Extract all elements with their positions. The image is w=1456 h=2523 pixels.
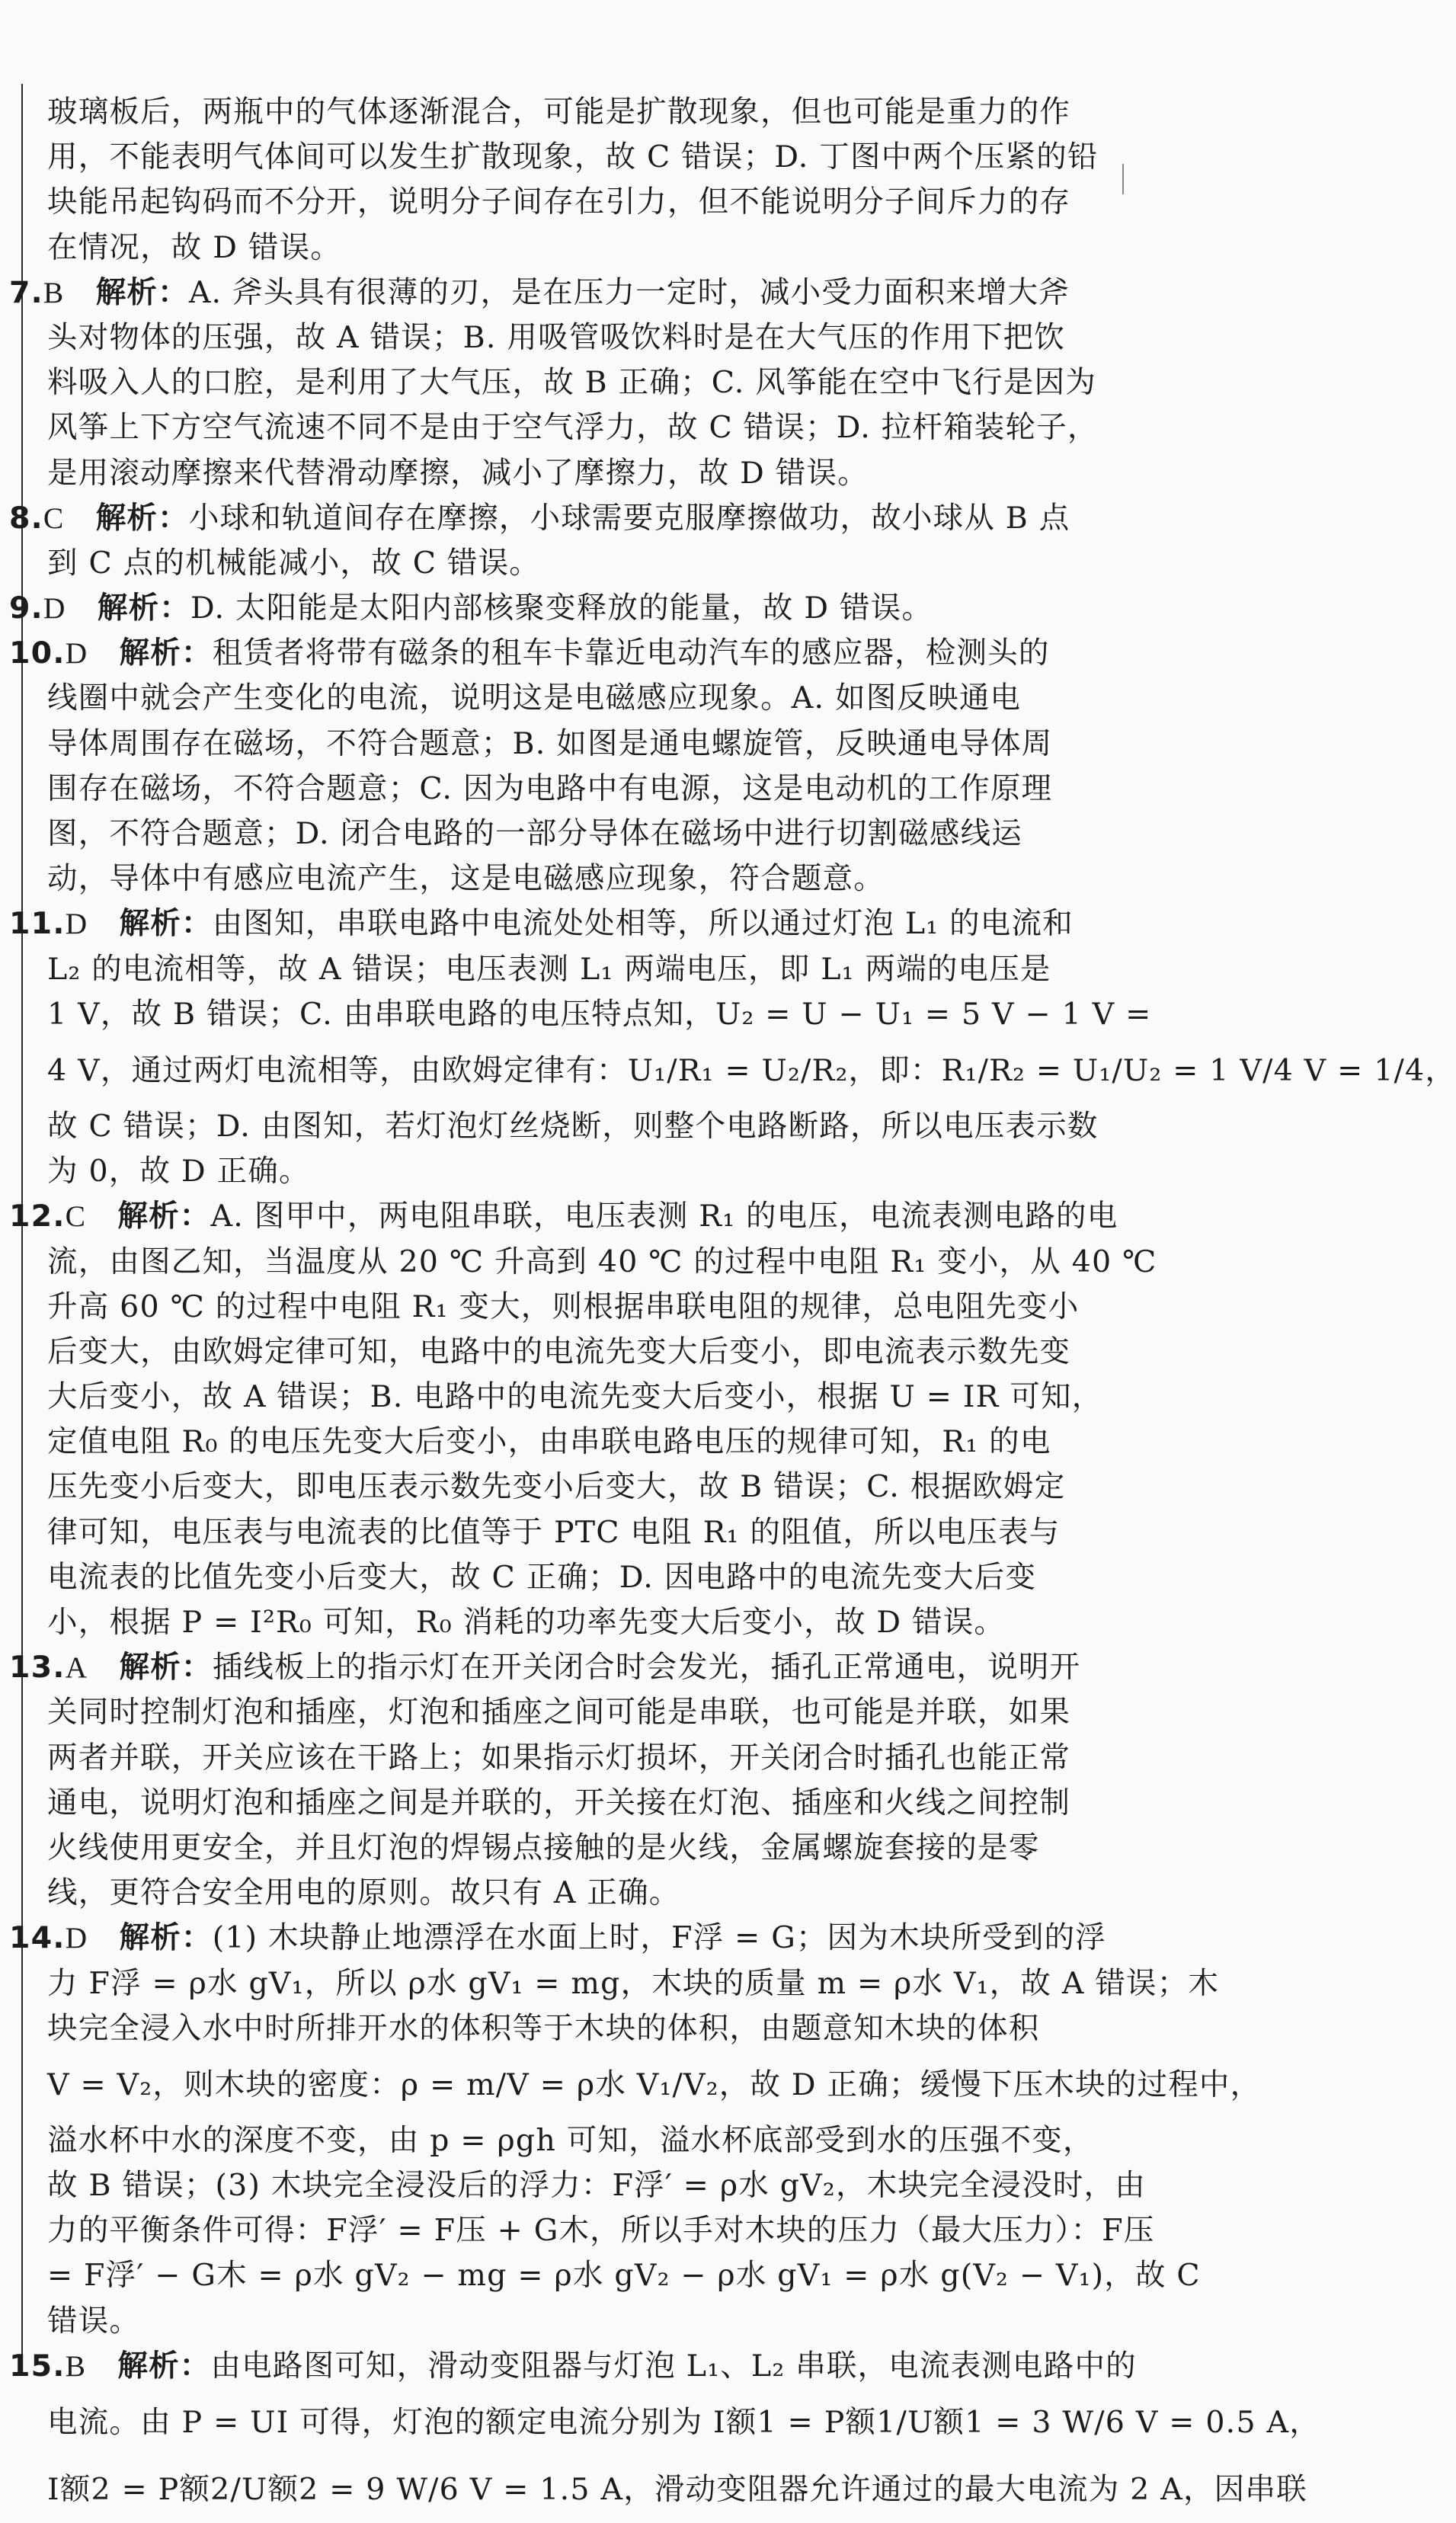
item-line: 料吸入人的口腔，是利用了大气压，故 B 正确；C. 风筝能在空中飞行是因为 bbox=[47, 365, 1096, 401]
item-number: 12. bbox=[9, 1199, 66, 1234]
item-line: 通电，说明灯泡和插座之间是并联的，开关接在灯泡、插座和火线之间控制 bbox=[47, 1785, 1071, 1820]
item-number: 10. bbox=[9, 636, 66, 671]
item-line: 定值电阻 R₀ 的电压先变大后变小，由串联电路电压的规律可知，R₁ 的电 bbox=[47, 1424, 1051, 1460]
item-line: 电流。由 P = UI 可得，灯泡的额定电流分别为 I额1 = P额1/U额1 = 3 W/6 V = 0.5 A， bbox=[47, 2405, 1320, 2440]
item-answer: C bbox=[65, 1199, 87, 1234]
item-number: 9. bbox=[9, 591, 43, 626]
item-line: 风筝上下方空气流速不同不是由于空气浮力，故 C 错误；D. 拉杆箱装轮子， bbox=[47, 410, 1099, 446]
continuation-line: 玻璃板后，两瓶中的气体逐渐混合，可能是扩散现象，但也可能是重力的作 bbox=[47, 94, 1071, 130]
item-line: 图，不符合题意；D. 闭合电路的一部分导体在磁场中进行切割磁感线运 bbox=[47, 816, 1022, 851]
item-line: 后变大，由欧姆定律可知，电路中的电流先变大后变小，即电流表示数先变 bbox=[47, 1334, 1071, 1369]
analysis-label: 解析： bbox=[117, 2348, 211, 2384]
item-line: 由图知，串联电路中电流处处相等，所以通过灯泡 L₁ 的电流和 bbox=[212, 906, 1074, 942]
item-line: 流，由图乙知，当温度从 20 ℃ 升高到 40 ℃ 的过程中电阻 R₁ 变小，从 40 ℃ bbox=[47, 1244, 1157, 1279]
continuation-line: 用，不能表明气体间可以发生扩散现象，故 C 错误；D. 丁图中两个压紧的铅 bbox=[47, 139, 1099, 175]
item-line: I额2 = P额2/U额2 = 9 W/6 V = 1.5 A，滑动变阻器允许通过的最大电流为 2 A，因串联 bbox=[47, 2472, 1307, 2507]
item-line: 电流表的比值先变小后变大，故 C 正确；D. 因电路中的电流先变大后变 bbox=[47, 1559, 1037, 1595]
continuation-line: 在情况，故 D 错误。 bbox=[47, 229, 341, 265]
answer-item-14 bbox=[9, 1916, 1262, 2344]
item-line: 插线板上的指示灯在开关闭合时会发光，插孔正常通电，说明开 bbox=[212, 1650, 1081, 1686]
item-line: 故 B 错误；(3) 木块完全浸没后的浮力：F浮′ = ρ水 gV₂，木块完全浸没时，由 bbox=[47, 2168, 1146, 2204]
item-line: = F浮′ − G木 = ρ水 gV₂ − mg = ρ水 gV₂ − ρ水 gV₁ = ρ水 g(V₂ − V₁)，故 C bbox=[47, 2258, 1201, 2294]
answer-item-8 bbox=[9, 496, 1114, 586]
item-line: 块完全浸入水中时所排开水的体积等于木块的体积，由题意知木块的体积 bbox=[47, 2010, 1040, 2046]
analysis-label: 解析： bbox=[117, 1199, 211, 1234]
item-line: 到 C 点的机械能减小，故 C 错误。 bbox=[47, 545, 540, 581]
answer-item-9 bbox=[9, 586, 1114, 631]
item-line: 线圈中就会产生变化的电流，说明这是电磁感应现象。A. 如图反映通电 bbox=[47, 680, 1022, 716]
item-line: 力的平衡条件可得：F浮′ = F压 + G木，所以手对木块的压力（最大压力）：F压 bbox=[47, 2213, 1155, 2249]
continuation-line: 块能吊起钩码而不分开，说明分子间存在引力，但不能说明分子间斥力的存 bbox=[47, 184, 1071, 220]
item-line: 溢水杯中水的深度不变，由 p = ρgh 可知，溢水杯底部受到水的压强不变， bbox=[47, 2122, 1094, 2158]
item-line: 小球和轨道间存在摩擦，小球需要克服摩擦做功，故小球从 B 点 bbox=[188, 500, 1070, 536]
answer-item-15 bbox=[9, 2344, 1320, 2523]
item-line: 压先变小后变大，即电压表示数先变小后变大，故 B 错误；C. 根据欧姆定 bbox=[47, 1469, 1066, 1505]
item-line: 租赁者将带有磁条的租车卡靠近电动汽车的感应器，检测头的 bbox=[212, 636, 1050, 671]
item-answer: A bbox=[65, 1651, 88, 1685]
item-answer: D bbox=[65, 636, 88, 671]
item-number: 13. bbox=[9, 1650, 66, 1686]
item-answer: D bbox=[65, 907, 88, 941]
item-line: 1 V，故 B 错误；C. 由串联电路的电压特点知，U₂ = U − U₁ = 5 V − 1 V = bbox=[47, 996, 1152, 1032]
item-line: 线，更符合安全用电的原则。故只有 A 正确。 bbox=[47, 1875, 680, 1911]
item-number: 15. bbox=[9, 2348, 66, 2384]
answer-item-13 bbox=[9, 1645, 1114, 1916]
analysis-label: 解析： bbox=[95, 274, 189, 310]
answer-page bbox=[9, 90, 1456, 2523]
item-line: 关同时控制灯泡和插座，灯泡和插座之间可能是串联，也可能是并联，如果 bbox=[47, 1695, 1071, 1731]
item-line: A. 斧头具有很薄的刃，是在压力一定时，减小受力面积来增大斧 bbox=[188, 274, 1070, 310]
item-line: 律可知，电压表与电流表的比值等于 PTC 电阻 R₁ 的阻值，所以电压表与 bbox=[47, 1514, 1061, 1550]
analysis-label: 解析： bbox=[97, 591, 191, 626]
item-answer: B bbox=[65, 2349, 87, 2383]
item-line: 为 0，故 D 正确。 bbox=[47, 1154, 310, 1189]
item-line: 导体周围存在磁场，不符合题意；B. 如图是通电螺旋管，反映通电导体周 bbox=[47, 725, 1053, 761]
item-line: 是用滚动摩擦来代替滑动摩擦，减小了摩擦力，故 D 错误。 bbox=[47, 455, 869, 491]
item-line: V = V₂，则木块的密度：ρ = m/V = ρ水 V₁/V₂，故 D 正确；缓慢下压木块的过程中， bbox=[47, 2067, 1262, 2102]
item-line: A. 图甲中，两电阻串联，电压表测 R₁ 的电压，电流表测电路的电 bbox=[210, 1199, 1118, 1234]
item-answer: D bbox=[65, 1921, 88, 1955]
analysis-label: 解析： bbox=[119, 636, 213, 671]
item-line: 两者并联，开关应该在干路上；如果指示灯损坏，开关闭合时插孔也能正常 bbox=[47, 1740, 1071, 1775]
item-line: 升高 60 ℃ 的过程中电阻 R₁ 变大，则根据串联电阻的规律，总电阻先变小 bbox=[47, 1289, 1080, 1324]
item-line: 故 C 错误；D. 由图知，若灯泡灯丝烧断，则整个电路断路，所以电压表示数 bbox=[47, 1108, 1099, 1144]
item-line: 错误。 bbox=[47, 2303, 141, 2339]
item-number: 14. bbox=[9, 1920, 66, 1956]
item-line: 小，根据 P = I²R₀ 可知，R₀ 消耗的功率先变大后变小，故 D 错误。 bbox=[47, 1605, 1006, 1640]
item-number: 7. bbox=[9, 274, 43, 310]
answer-item-7 bbox=[9, 271, 1114, 496]
item-line: 力 F浮 = ρ水 gV₁，所以 ρ水 gV₁ = mg，木块的质量 m = ρ水 V₁，故 A 错误；木 bbox=[47, 1965, 1220, 2001]
answer-item-10 bbox=[9, 631, 1114, 901]
item-line: 动，导体中有感应电流产生，这是电磁感应现象，符合题意。 bbox=[47, 861, 885, 897]
analysis-label: 解析： bbox=[95, 500, 189, 536]
right-margin-mark bbox=[1122, 164, 1124, 194]
item-line: D. 太阳能是太阳内部核聚变释放的能量，故 D 错误。 bbox=[190, 591, 933, 626]
analysis-label: 解析： bbox=[119, 1650, 213, 1686]
item-line: 由电路图可知，滑动变阻器与灯泡 L₁、L₂ 串联，电流表测电路中的 bbox=[210, 2348, 1137, 2384]
item-number: 8. bbox=[9, 500, 43, 536]
item-answer: C bbox=[43, 501, 65, 535]
item-line: (1) 木块静止地漂浮在水面上时，F浮 = G；因为木块所受到的浮 bbox=[212, 1920, 1106, 1956]
analysis-label: 解析： bbox=[119, 1920, 213, 1956]
answer-item-11 bbox=[9, 901, 1456, 1194]
analysis-label: 解析： bbox=[119, 906, 213, 942]
item-line: 大后变小，故 A 错误；B. 电路中的电流先变大后变小，根据 U = IR 可知， bbox=[47, 1379, 1103, 1415]
item-number: 11. bbox=[9, 906, 66, 942]
item-line: 头对物体的压强，故 A 错误；B. 用吸管吸饮料时是在大气压的作用下把饮 bbox=[47, 319, 1065, 355]
item-line: L₂ 的电流相等，故 A 错误；电压表测 L₁ 两端电压，即 L₁ 两端的电压是 bbox=[47, 951, 1051, 987]
answer-item-12 bbox=[9, 1194, 1157, 1645]
item-answer: B bbox=[43, 275, 65, 309]
item-line: 火线使用更安全，并且灯泡的焊锡点接触的是火线，金属螺旋套接的是零 bbox=[47, 1830, 1040, 1865]
item-answer: D bbox=[43, 591, 66, 626]
item-line: 4 V，通过两灯电流相等，由欧姆定律有：U₁/R₁ = U₂/R₂，即：R₁/R₂ = U₁/U₂ = 1 V/4 V = 1/4， bbox=[47, 1052, 1456, 1088]
item-line: 围存在磁场，不符合题意；C. 因为电路中有电源，这是电动机的工作原理 bbox=[47, 770, 1053, 806]
